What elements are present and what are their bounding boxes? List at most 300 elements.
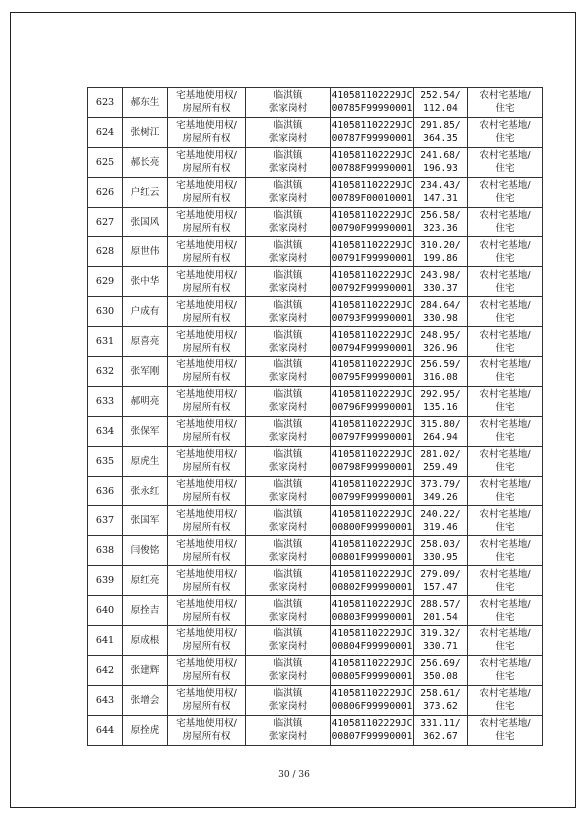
location-cell-line: 临淇镇 xyxy=(273,389,303,401)
area-cell-line: 323.36 xyxy=(423,223,458,234)
owner-name-cell-line: 户红云 xyxy=(130,186,160,198)
owner-name-cell xyxy=(123,715,168,745)
row-number-cell-line: 625 xyxy=(95,156,115,168)
area-cell-line: 234.43/ xyxy=(420,180,461,192)
parcel-code-cell-line: 410581102229JC xyxy=(331,120,413,132)
parcel-code-cell xyxy=(331,267,414,297)
location-cell xyxy=(246,655,331,685)
land-use-cell-line: 住宅 xyxy=(495,432,515,444)
land-use-cell-line: 农村宅基地/ xyxy=(479,508,531,520)
location-cell xyxy=(246,446,331,476)
owner-name-cell-line: 张树江 xyxy=(130,126,160,138)
location-cell-line: 临淇镇 xyxy=(273,210,303,221)
right-type-cell-line: 宅基地使用权/ xyxy=(176,508,237,520)
location-cell-line: 临淇镇 xyxy=(273,449,303,461)
parcel-code-cell-line: 00792F99990001 xyxy=(331,282,413,294)
row-number-cell xyxy=(88,177,123,207)
land-use-cell-line: 农村宅基地/ xyxy=(479,210,531,221)
location-cell-line: 张家岗村 xyxy=(268,671,308,683)
location-cell-line: 张家岗村 xyxy=(268,282,308,294)
location-cell-line: 临淇镇 xyxy=(273,120,303,132)
area-cell-line: 364.35 xyxy=(423,133,458,145)
land-use-cell-line: 农村宅基地/ xyxy=(479,90,531,102)
parcel-code-cell-line: 410581102229JC xyxy=(331,389,413,401)
table-row xyxy=(88,685,543,715)
page-number: 30 / 36 xyxy=(278,770,310,780)
table-row xyxy=(88,596,543,626)
right-type-cell xyxy=(168,207,246,237)
owner-name-cell xyxy=(123,297,168,327)
row-number-cell-line: 639 xyxy=(95,575,115,587)
area-cell xyxy=(414,327,468,357)
row-number-cell xyxy=(88,715,123,745)
right-type-cell-line: 宅基地使用权/ xyxy=(176,359,237,371)
parcel-code-cell-line: 410581102229JC xyxy=(331,419,413,431)
land-use-cell xyxy=(468,267,543,297)
location-cell-line: 张家岗村 xyxy=(268,342,308,354)
location-cell xyxy=(246,685,331,715)
owner-name-cell xyxy=(123,506,168,536)
right-type-cell-line: 房屋所有权 xyxy=(182,372,231,384)
parcel-code-cell-line: 00798F99990001 xyxy=(331,462,413,474)
parcel-code-cell xyxy=(331,88,414,118)
area-cell-line: 259.49 xyxy=(423,462,458,474)
right-type-cell xyxy=(168,506,246,536)
table-row xyxy=(88,626,543,656)
row-number-cell-line: 631 xyxy=(95,336,115,348)
owner-name-cell-line: 郝东生 xyxy=(130,96,160,108)
owner-name-cell xyxy=(123,596,168,626)
land-use-cell xyxy=(468,715,543,745)
parcel-code-cell-line: 410581102229JC xyxy=(331,210,413,221)
right-type-cell xyxy=(168,536,246,566)
parcel-code-cell-line: 00800F99990001 xyxy=(331,521,413,533)
area-cell xyxy=(414,715,468,745)
owner-name-cell-line: 张军刚 xyxy=(130,365,160,377)
location-cell-line: 张家岗村 xyxy=(268,252,308,264)
row-number-cell xyxy=(88,596,123,626)
right-type-cell xyxy=(168,416,246,446)
area-cell-line: 373.79/ xyxy=(420,479,461,491)
parcel-code-cell-line: 410581102229JC xyxy=(331,359,413,371)
area-cell-line: 373.62 xyxy=(423,701,458,713)
location-cell-line: 临淇镇 xyxy=(273,658,303,670)
land-use-cell-line: 住宅 xyxy=(495,163,515,175)
land-use-cell-line: 住宅 xyxy=(495,731,515,743)
right-type-cell-line: 房屋所有权 xyxy=(182,701,231,713)
parcel-code-cell xyxy=(331,237,414,267)
land-use-cell xyxy=(468,88,543,118)
area-cell xyxy=(414,177,468,207)
parcel-code-cell-line: 00805F99990001 xyxy=(331,671,413,683)
location-cell xyxy=(246,566,331,596)
owner-name-cell xyxy=(123,566,168,596)
parcel-code-cell-line: 410581102229JC xyxy=(331,239,413,251)
row-number-cell-line: 627 xyxy=(95,216,115,228)
area-cell-line: 258.03/ xyxy=(420,538,461,550)
parcel-code-cell-line: 00796F99990001 xyxy=(331,402,413,414)
land-use-cell-line: 农村宅基地/ xyxy=(479,449,531,461)
row-number-cell xyxy=(88,506,123,536)
right-type-cell xyxy=(168,147,246,177)
owner-name-cell xyxy=(123,536,168,566)
parcel-code-cell-line: 410581102229JC xyxy=(331,180,413,192)
table-row xyxy=(88,147,543,177)
parcel-code-cell-line: 410581102229JC xyxy=(331,628,413,640)
land-use-cell-line: 农村宅基地/ xyxy=(479,329,531,341)
right-type-cell xyxy=(168,446,246,476)
table-row xyxy=(88,177,543,207)
parcel-code-cell-line: 410581102229JC xyxy=(331,449,413,461)
owner-name-cell-line: 闫俊铭 xyxy=(130,545,160,557)
row-number-cell xyxy=(88,357,123,387)
owner-name-cell xyxy=(123,446,168,476)
owner-name-cell-line: 原拴虎 xyxy=(130,724,160,736)
row-number-cell xyxy=(88,237,123,267)
owner-name-cell-line: 张建辉 xyxy=(130,664,160,676)
parcel-code-cell-line: 00799F99990001 xyxy=(331,492,413,504)
parcel-code-cell-line: 410581102229JC xyxy=(331,658,413,670)
land-use-cell-line: 住宅 xyxy=(495,671,515,683)
parcel-code-cell-line: 00802F99990001 xyxy=(331,581,413,593)
right-type-cell xyxy=(168,357,246,387)
right-type-cell xyxy=(168,297,246,327)
area-cell xyxy=(414,267,468,297)
row-number-cell-line: 636 xyxy=(95,485,115,497)
parcel-code-cell-line: 00795F99990001 xyxy=(331,372,413,384)
parcel-code-cell xyxy=(331,446,414,476)
parcel-code-cell xyxy=(331,476,414,506)
right-type-cell xyxy=(168,685,246,715)
parcel-code-cell xyxy=(331,655,414,685)
parcel-code-cell-line: 410581102229JC xyxy=(331,269,413,281)
land-use-cell-line: 农村宅基地/ xyxy=(479,120,531,132)
location-cell-line: 张家岗村 xyxy=(268,611,308,623)
right-type-cell-line: 房屋所有权 xyxy=(182,432,231,444)
location-cell-line: 张家岗村 xyxy=(268,223,308,234)
right-type-cell-line: 房屋所有权 xyxy=(182,103,231,115)
area-cell-line: 248.95/ xyxy=(420,329,461,341)
row-number-cell-line: 632 xyxy=(95,365,115,377)
row-number-cell-line: 640 xyxy=(95,605,115,617)
land-use-cell-line: 农村宅基地/ xyxy=(479,419,531,431)
row-number-cell-line: 635 xyxy=(95,455,115,467)
right-type-cell-line: 房屋所有权 xyxy=(182,342,231,354)
land-use-cell-line: 农村宅基地/ xyxy=(479,269,531,281)
land-use-cell-line: 农村宅基地/ xyxy=(479,598,531,610)
parcel-code-cell-line: 00794F99990001 xyxy=(331,342,413,354)
table-row xyxy=(88,476,543,506)
row-number-cell-line: 628 xyxy=(95,246,115,258)
land-use-cell xyxy=(468,536,543,566)
area-cell-line: 330.98 xyxy=(423,312,458,324)
land-use-cell-line: 农村宅基地/ xyxy=(479,658,531,670)
parcel-code-cell-line: 00806F99990001 xyxy=(331,701,413,713)
right-type-cell-line: 宅基地使用权/ xyxy=(176,239,237,251)
area-cell-line: 330.95 xyxy=(423,551,458,563)
location-cell-line: 临淇镇 xyxy=(273,628,303,640)
row-number-cell xyxy=(88,147,123,177)
land-use-cell-line: 农村宅基地/ xyxy=(479,180,531,192)
right-type-cell-line: 宅基地使用权/ xyxy=(176,628,237,640)
parcel-code-cell-line: 00807F99990001 xyxy=(331,731,413,743)
location-cell-line: 张家岗村 xyxy=(268,462,308,474)
land-use-cell-line: 农村宅基地/ xyxy=(479,299,531,311)
right-type-cell-line: 宅基地使用权/ xyxy=(176,329,237,341)
row-number-cell xyxy=(88,655,123,685)
owner-name-cell-line: 张国风 xyxy=(130,216,160,228)
owner-name-cell xyxy=(123,177,168,207)
row-number-cell-line: 641 xyxy=(95,634,115,646)
row-number-cell xyxy=(88,476,123,506)
owner-name-cell xyxy=(123,655,168,685)
land-use-cell-line: 住宅 xyxy=(495,103,515,115)
area-cell xyxy=(414,566,468,596)
land-use-cell-line: 住宅 xyxy=(495,521,515,533)
area-cell-line: 292.95/ xyxy=(420,389,461,401)
area-cell-line: 157.47 xyxy=(423,581,458,593)
owner-name-cell-line: 张永红 xyxy=(130,485,160,497)
table-row xyxy=(88,536,543,566)
owner-name-cell xyxy=(123,117,168,147)
table-row xyxy=(88,327,543,357)
parcel-code-cell xyxy=(331,536,414,566)
parcel-code-cell-line: 410581102229JC xyxy=(331,479,413,491)
right-type-cell-line: 房屋所有权 xyxy=(182,133,231,145)
right-type-cell-line: 宅基地使用权/ xyxy=(176,598,237,610)
location-cell xyxy=(246,327,331,357)
row-number-cell xyxy=(88,685,123,715)
right-type-cell-line: 房屋所有权 xyxy=(182,193,231,205)
parcel-code-cell-line: 410581102229JC xyxy=(331,90,413,102)
land-use-cell-line: 农村宅基地/ xyxy=(479,538,531,550)
owner-name-cell-line: 原拴吉 xyxy=(130,605,160,617)
registration-table xyxy=(87,87,543,746)
row-number-cell xyxy=(88,117,123,147)
row-number-cell-line: 623 xyxy=(95,96,115,108)
location-cell-line: 临淇镇 xyxy=(273,180,303,192)
land-use-cell-line: 住宅 xyxy=(495,252,515,264)
area-cell-line: 330.37 xyxy=(423,282,458,294)
table-row xyxy=(88,297,543,327)
row-number-cell-line: 634 xyxy=(95,425,115,437)
owner-name-cell xyxy=(123,147,168,177)
area-cell-line: 315.80/ xyxy=(420,419,461,431)
owner-name-cell-line: 张增会 xyxy=(130,694,160,706)
parcel-code-cell xyxy=(331,117,414,147)
table-row xyxy=(88,416,543,446)
land-use-cell xyxy=(468,147,543,177)
land-use-cell-line: 住宅 xyxy=(495,342,515,354)
parcel-code-cell-line: 00797F99990001 xyxy=(331,432,413,444)
land-use-cell xyxy=(468,655,543,685)
owner-name-cell xyxy=(123,386,168,416)
land-use-cell xyxy=(468,386,543,416)
area-cell-line: 288.57/ xyxy=(420,598,461,610)
area-cell xyxy=(414,476,468,506)
area-cell-line: 252.54/ xyxy=(420,90,461,102)
parcel-code-cell-line: 00790F99990001 xyxy=(331,223,413,234)
row-number-cell xyxy=(88,207,123,237)
area-cell-line: 201.54 xyxy=(423,611,458,623)
parcel-code-cell xyxy=(331,596,414,626)
right-type-cell-line: 宅基地使用权/ xyxy=(176,538,237,550)
area-cell-line: 279.09/ xyxy=(420,568,461,580)
area-cell-line: 291.85/ xyxy=(420,120,461,132)
owner-name-cell-line: 张中华 xyxy=(130,276,160,288)
land-use-cell-line: 农村宅基地/ xyxy=(479,479,531,491)
parcel-code-cell-line: 00791F99990001 xyxy=(331,252,413,264)
location-cell-line: 张家岗村 xyxy=(268,402,308,414)
row-number-cell xyxy=(88,416,123,446)
right-type-cell-line: 房屋所有权 xyxy=(182,671,231,683)
row-number-cell-line: 637 xyxy=(95,515,115,527)
owner-name-cell-line: 原虎生 xyxy=(130,455,160,467)
area-cell-line: 135.16 xyxy=(423,402,458,414)
location-cell-line: 张家岗村 xyxy=(268,163,308,175)
parcel-code-cell xyxy=(331,147,414,177)
owner-name-cell-line: 原世伟 xyxy=(130,246,160,258)
land-use-cell-line: 住宅 xyxy=(495,641,515,653)
location-cell-line: 临淇镇 xyxy=(273,90,303,102)
land-use-cell xyxy=(468,416,543,446)
location-cell-line: 张家岗村 xyxy=(268,133,308,145)
owner-name-cell xyxy=(123,207,168,237)
land-use-cell xyxy=(468,446,543,476)
right-type-cell-line: 宅基地使用权/ xyxy=(176,449,237,461)
right-type-cell-line: 宅基地使用权/ xyxy=(176,479,237,491)
land-use-cell xyxy=(468,685,543,715)
location-cell-line: 临淇镇 xyxy=(273,538,303,550)
owner-name-cell-line: 原红亮 xyxy=(130,575,160,587)
right-type-cell-line: 房屋所有权 xyxy=(182,581,231,593)
parcel-code-cell xyxy=(331,386,414,416)
area-cell-line: 199.86 xyxy=(423,252,458,264)
location-cell-line: 临淇镇 xyxy=(273,598,303,610)
right-type-cell-line: 房屋所有权 xyxy=(182,402,231,414)
owner-name-cell-line: 张保军 xyxy=(130,425,160,437)
land-use-cell-line: 住宅 xyxy=(495,581,515,593)
area-cell-line: 284.64/ xyxy=(420,299,461,311)
area-cell-line: 243.98/ xyxy=(420,269,461,281)
owner-name-cell xyxy=(123,626,168,656)
land-use-cell-line: 农村宅基地/ xyxy=(479,568,531,580)
area-cell-line: 316.08 xyxy=(423,372,458,384)
right-type-cell-line: 宅基地使用权/ xyxy=(176,90,237,102)
row-number-cell xyxy=(88,327,123,357)
area-cell xyxy=(414,207,468,237)
right-type-cell-line: 宅基地使用权/ xyxy=(176,120,237,132)
parcel-code-cell-line: 410581102229JC xyxy=(331,538,413,550)
area-cell-line: 331.11/ xyxy=(420,718,461,730)
location-cell-line: 临淇镇 xyxy=(273,508,303,520)
right-type-cell-line: 房屋所有权 xyxy=(182,611,231,623)
parcel-code-cell-line: 00804F99990001 xyxy=(331,641,413,653)
owner-name-cell-line: 张国军 xyxy=(130,515,160,527)
table-row xyxy=(88,386,543,416)
owner-name-cell-line: 原成根 xyxy=(130,634,160,646)
right-type-cell-line: 宅基地使用权/ xyxy=(176,419,237,431)
owner-name-cell-line: 郝长亮 xyxy=(130,156,160,168)
parcel-code-cell-line: 410581102229JC xyxy=(331,718,413,730)
land-use-cell-line: 住宅 xyxy=(495,133,515,145)
area-cell xyxy=(414,626,468,656)
area-cell-line: 349.26 xyxy=(423,492,458,504)
right-type-cell-line: 房屋所有权 xyxy=(182,731,231,743)
owner-name-cell xyxy=(123,327,168,357)
land-use-cell-line: 农村宅基地/ xyxy=(479,688,531,700)
right-type-cell-line: 宅基地使用权/ xyxy=(176,658,237,670)
land-use-cell xyxy=(468,626,543,656)
table-row xyxy=(88,207,543,237)
area-cell xyxy=(414,117,468,147)
table-row xyxy=(88,566,543,596)
location-cell-line: 临淇镇 xyxy=(273,150,303,162)
land-use-cell-line: 农村宅基地/ xyxy=(479,239,531,251)
row-number-cell-line: 642 xyxy=(95,664,115,676)
land-use-cell-line: 住宅 xyxy=(495,462,515,474)
right-type-cell-line: 房屋所有权 xyxy=(182,551,231,563)
row-number-cell xyxy=(88,626,123,656)
area-cell xyxy=(414,88,468,118)
land-use-cell-line: 住宅 xyxy=(495,701,515,713)
table-row xyxy=(88,357,543,387)
parcel-code-cell-line: 410581102229JC xyxy=(331,150,413,162)
parcel-code-cell xyxy=(331,177,414,207)
owner-name-cell-line: 户成有 xyxy=(130,306,160,318)
area-cell-line: 147.31 xyxy=(423,193,458,205)
area-cell xyxy=(414,446,468,476)
area-cell-line: 319.32/ xyxy=(420,628,461,640)
right-type-cell-line: 房屋所有权 xyxy=(182,252,231,264)
land-use-cell-line: 住宅 xyxy=(495,193,515,205)
land-use-cell xyxy=(468,357,543,387)
area-cell-line: 330.71 xyxy=(423,641,458,653)
location-cell-line: 临淇镇 xyxy=(273,479,303,491)
land-use-cell xyxy=(468,177,543,207)
area-cell xyxy=(414,297,468,327)
right-type-cell-line: 宅基地使用权/ xyxy=(176,718,237,730)
location-cell-line: 临淇镇 xyxy=(273,269,303,281)
parcel-code-cell xyxy=(331,297,414,327)
area-cell-line: 350.08 xyxy=(423,671,458,683)
row-number-cell xyxy=(88,297,123,327)
right-type-cell-line: 房屋所有权 xyxy=(182,163,231,175)
right-type-cell xyxy=(168,88,246,118)
area-cell xyxy=(414,147,468,177)
parcel-code-cell-line: 00803F99990001 xyxy=(331,611,413,623)
table-row xyxy=(88,446,543,476)
owner-name-cell xyxy=(123,476,168,506)
right-type-cell-line: 房屋所有权 xyxy=(182,312,231,324)
area-cell-line: 310.20/ xyxy=(420,239,461,251)
location-cell xyxy=(246,297,331,327)
owner-name-cell xyxy=(123,88,168,118)
land-use-cell-line: 农村宅基地/ xyxy=(479,150,531,162)
area-cell xyxy=(414,237,468,267)
right-type-cell xyxy=(168,117,246,147)
parcel-code-cell-line: 00787F99990001 xyxy=(331,133,413,145)
right-type-cell-line: 宅基地使用权/ xyxy=(176,299,237,311)
area-cell-line: 240.22/ xyxy=(420,508,461,520)
land-use-cell xyxy=(468,476,543,506)
right-type-cell-line: 宅基地使用权/ xyxy=(176,210,237,221)
table-row xyxy=(88,88,543,118)
row-number-cell-line: 624 xyxy=(95,126,115,138)
owner-name-cell xyxy=(123,416,168,446)
area-cell xyxy=(414,655,468,685)
location-cell-line: 临淇镇 xyxy=(273,568,303,580)
